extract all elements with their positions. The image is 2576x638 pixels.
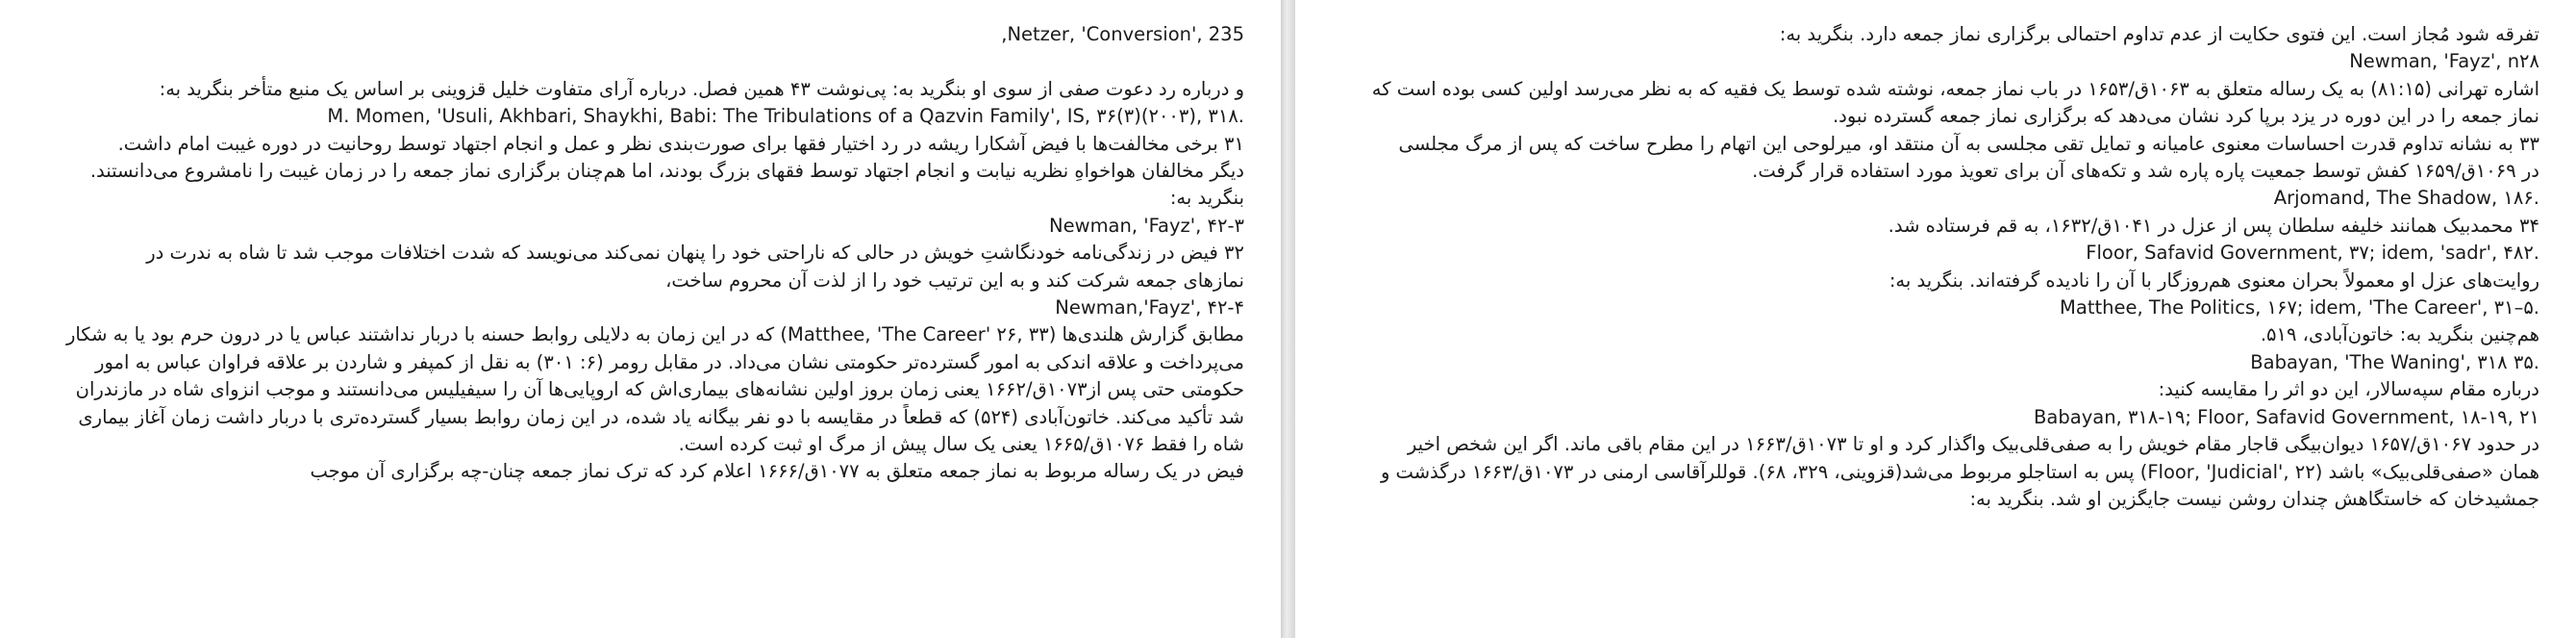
citation-line: Matthee, The Politics, ۱۶۷; idem, 'The Career', ۳۱–۵. [2060, 296, 2539, 319]
note-line: فیض در یک رساله مربوط به نماز جمعه متعلق به ۱۰۷۷ق/۱۶۶۶ اعلام کرد که ترک نماز جمعه چنان-چه برگزاری آن موجب [310, 460, 1244, 483]
note-line: می‌پرداخت و علاقه اندکی به امور گسترده‌تر حکومتی نشان می‌داد. در مقابل رومر (۶: ۳۰۱) به نقل از کمپفر و شاردن بر علاقه فراوان عباس به امور [95, 350, 1244, 373]
note-line: تفرقه شود مُجاز است. این فتوی حکایت از عدم تداوم احتمالی برگزاری نماز جمعه دارد. بنگرید به: [1779, 23, 2539, 45]
note-line: در حدود ۱۰۶۷ق/۱۶۵۷ دیوان‌بیگی قاجار مقام خویش را به صفی‌قلی‌بیک واگذار کرد و او تا ۱۰۷۳ق/۱۶۶۳ در این مقام باقی ماند. اگر این شخص اخیر [1407, 433, 2539, 456]
note-line: مطابق گزارش هلندی‌ها (Matthee, 'The Career' ۲۶, ۳۳) که در این زمان به دلایلی روابط حسنه با دربار نداشتند عباس یا در درون حرم بود یا به شکار [65, 323, 1244, 346]
note-line: شد تأکید می‌کند. خاتون‌آبادی (۵۲۴) که قطعاً در مقایسه با دو نفر بیگانه یاد شده، در این زمان روابط بسیار گسترده‌تری با دربار داشت زمان آغاز بیماری [78, 405, 1244, 428]
note-line: روایت‌های عزل او معمولاً بحران معنوی هم‌روزگار با آن را نادیده گرفته‌اند. بنگرید به: [1888, 268, 2539, 292]
right-page [1295, 0, 2576, 638]
citation-line: ,Netzer, 'Conversion', 235 [1001, 23, 1244, 45]
citation-line: Newman,'Fayz', ۴۲-۴ [1055, 296, 1244, 319]
book-gutter [1281, 0, 1295, 638]
note-line: نمازهای جمعه شرکت کند و به این ترتیب خود را از لذت آن محروم ساخت، [665, 268, 1244, 292]
note-line: هم‌چنین بنگرید به: خاتون‌آبادی، ۵۱۹. [2260, 323, 2539, 346]
citation-line: Arjomand, The Shadow, ۱۸۶. [2273, 187, 2539, 210]
note-line: درباره مقام سپه‌سالار، این دو اثر را مقایسه کنید: [2158, 378, 2539, 401]
note-line: ۳۱ برخی مخالفت‌ها با فیض آشکارا ریشه در رد اختیار فقها برای صورت‌بندی نظر و عمل و انجام اجتهاد توسط روحانیت در دوره غیبت امام داشت. [117, 132, 1244, 155]
citation-line: Floor, Safavid Government, ۳۷; idem, 'sadr', ۴۸۲. [2086, 242, 2539, 265]
left-page [0, 0, 1281, 638]
note-line: ۳۳ به نشانه تداوم قدرت احساسات معنوی عامیانه و تمایل تقی مجلسی به آن منتقد او، میرلوحی این اتهام را مطرح ساخت که پس از مرگ مجلسی [1398, 132, 2539, 155]
citation-line: Newman, 'Fayz', ۴۲-۳ [1049, 214, 1244, 237]
note-line: همان «صفی‌قلی‌بیک» باشد (Floor, 'Judicial', ۲۲) پس به استاجلو مربوط می‌شد(قزوینی، ۳۲۹، ۶۸). قوللرآقاسی ارمنی در ۱۰۷۳ق/۱۶۶۳ درگذشت و [1380, 460, 2539, 483]
citation-line: M. Momen, 'Usuli, Akhbari, Shaykhi, Babi: The Tribulations of a Qazvin Family', IS, ۳۶(۳)(۲۰۰۳), ۳۱۸. [327, 105, 1244, 128]
note-line: جمشیدخان که خاستگاهش چندان روشن نیست جایگزین او شد. بنگرید به: [1969, 487, 2539, 510]
note-line: ۳۲ فیض در زندگی‌نامه خودنگاشتِ خویش در حالی که ناراحتی خود را پنهان نمی‌کند می‌نویسد که شدت اختلافات موجب شد تا شاه به ندرت در [146, 242, 1244, 265]
note-line: اشاره تهرانی (۸۱:۱۵) به یک رساله متعلق به ۱۰۶۳ق/۱۶۵۳ در باب نماز جمعه، نوشته شده توسط یک فقیه که به نظر می‌رسد اولین کسی بوده است که [1371, 77, 2539, 100]
note-line: در ۱۰۶۹ق/۱۶۵۹ کفش توسط جمعیت پاره پاره شد و تکه‌های آن برای تعویذ مورد استفاده قرار گرفت. [1752, 160, 2539, 183]
note-line: بنگرید به: [1169, 187, 1244, 210]
note-line: حکومتی حتی پس از۱۰۷۳ق/۱۶۶۲ یعنی زمان بروز اولین نشانه‌های بیماری‌اش که اروپایی‌ها آن را سیفیلیس می‌دانستند و موجب انزوای شاه در مازندران [75, 378, 1244, 401]
note-line: نماز جمعه را در این دوره در یزد برپا کرد نشان می‌دهد که برگزاری نماز جمعه گسترده نبود. [1832, 105, 2539, 128]
note-line: ۳۴ محمدبیک همانند خلیفه سلطان پس از عزل در ۱۰۴۱ق/۱۶۳۲، به قم فرستاده شد. [1888, 214, 2539, 237]
note-line: و درباره رد دعوت صفی از سوی او بنگرید به: پی‌نوشت ۴۳ همین فصل. درباره آرای متفاوت خلیل قزوینی بر اساس یک منبع متأخر بنگرید به: [159, 77, 1244, 100]
blank-line [38, 48, 1244, 75]
note-line: شاه را فقط ۱۰۷۶ق/۱۶۶۵ یعنی یک سال پیش از مرگ او ثبت کرده است. [678, 433, 1244, 456]
citation-line: Babayan, ۳۱۸-۱۹; Floor, Safavid Government, ۱۸-۱۹, ۲۱ [2034, 405, 2539, 428]
note-line: دیگر مخالفان هواخواهِ نظریه نیابت و انجام اجتهاد توسط فقهای بزرگ بودند، اما هم‌چنان برگزاری نماز جمعه را در زمان غیبت را نامشروع می‌دانستند. [89, 160, 1244, 183]
citation-line: Babayan, 'The Waning', ۳۱۸ ۳۵. [2250, 350, 2539, 373]
citation-line: Newman, 'Fayz', n۲۸ [2349, 50, 2539, 73]
